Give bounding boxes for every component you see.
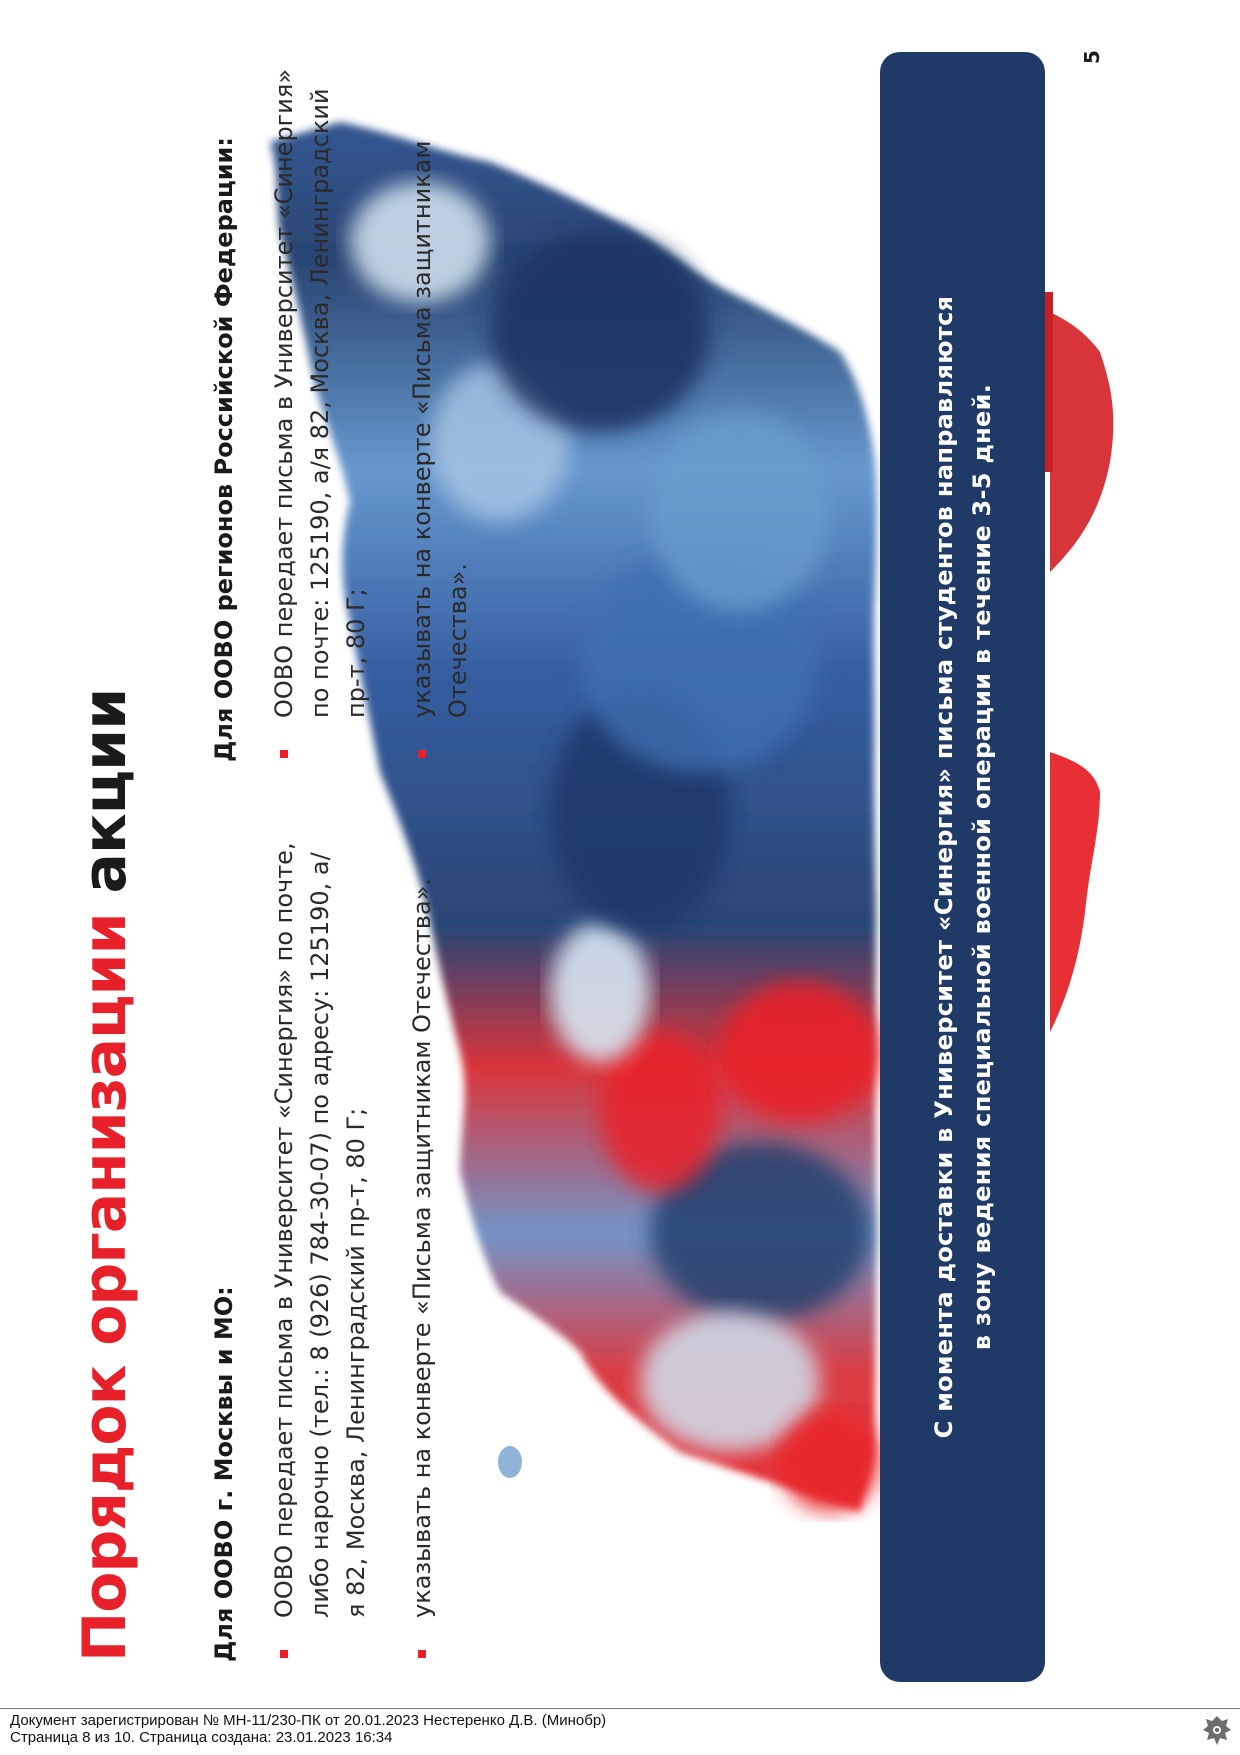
footer-line-2: Страница 8 из 10. Страница создана: 23.01.2023 16:34 — [10, 1729, 393, 1746]
moscow-section — [210, 842, 470, 1662]
coat-of-arms-icon — [1198, 1712, 1236, 1750]
title-part1: Порядок организации — [70, 913, 140, 1662]
moscow-bullets — [266, 842, 440, 1662]
list-item — [404, 842, 440, 1662]
bullet-text: ООВО передает письма в Университет «Синергия» по почте, либо нарочно (тел.: 8 (926) 784-30-07) по адресу: 125190, а/я 82, Москва, Ленинградский пр-т, 80 Г; — [270, 842, 370, 1618]
regions-heading: Для ООВО регионов Российской Федерации: — [210, 137, 238, 762]
slide — [40, 22, 1130, 1712]
bullet-square-icon — [280, 1650, 288, 1658]
bullet-square-icon — [280, 750, 288, 758]
regions-section — [210, 42, 506, 762]
page-title — [70, 689, 140, 1662]
banner-line-1: С момента доставки в Университет «Синергия» письма студентов направляются — [929, 295, 958, 1439]
bullet-text: указывать на конверте «Письма защитникам Отечества». — [408, 877, 436, 1618]
delivery-banner — [880, 52, 1045, 1682]
list-item — [266, 42, 374, 762]
list-item — [404, 42, 476, 762]
title-part2: акции — [70, 688, 140, 894]
moscow-heading: Для ООВО г. Москвы и МО: — [210, 1286, 238, 1662]
page-number: 5 — [1080, 50, 1104, 64]
footer-divider — [0, 1708, 1240, 1709]
regions-bullets — [266, 42, 476, 762]
bullet-text: ООВО передает письма в Университет «Синергия» по почте: 125190, а/я 82, Москва, Ленинградский пр-т, 80 Г; — [270, 68, 370, 718]
bullet-square-icon — [418, 750, 426, 758]
bullet-square-icon — [418, 1650, 426, 1658]
list-item — [266, 842, 374, 1662]
banner-line-2: в зону ведения специальной военной операции в течение 3-5 дней. — [967, 383, 996, 1351]
footer-line-1: Документ зарегистрирован № МН-11/230-ПК от 20.01.2023 Нестеренко Д.В. (Минобр) — [10, 1712, 607, 1729]
registration-footer — [10, 1712, 606, 1746]
bullet-text: указывать на конверте «Письма защитникам Отечества». — [408, 140, 472, 718]
